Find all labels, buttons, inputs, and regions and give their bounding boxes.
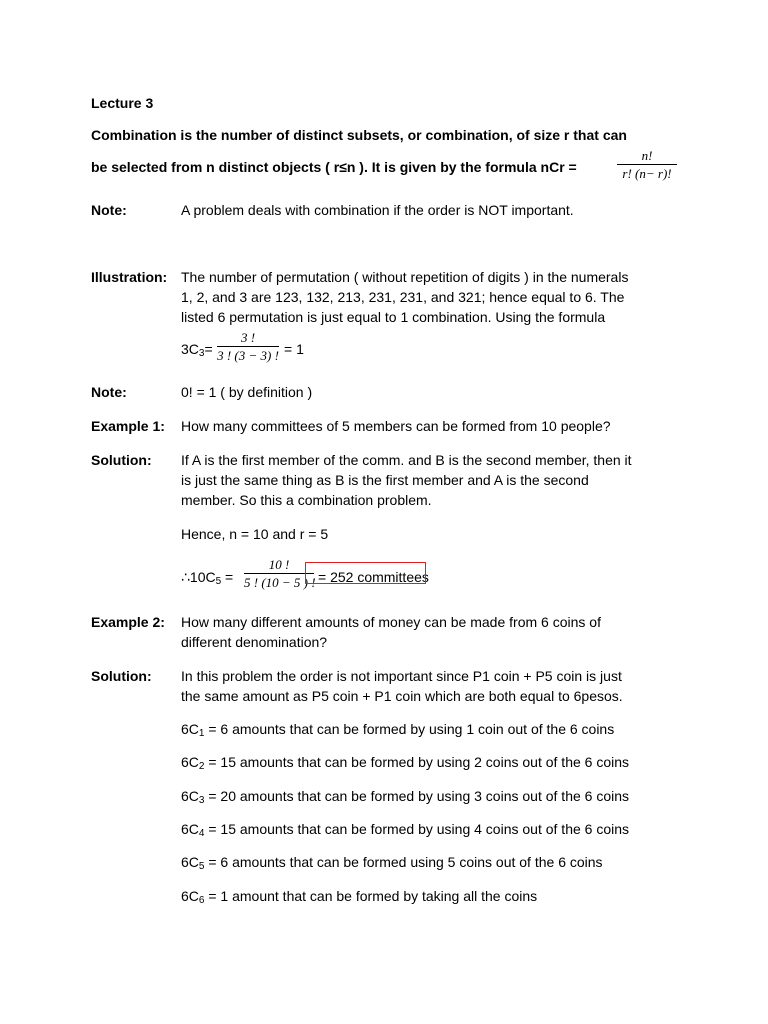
definition-line-2: be selected from n distinct objects ( r≤n ). It is given by the formula nCr =: [91, 159, 577, 175]
note-text: 0! = 1 ( by definition ): [181, 384, 313, 400]
example-1-label: Example 1:: [91, 418, 165, 434]
note-label: Note:: [91, 384, 127, 400]
illustration-denominator: 3 ! (3 − 3) !: [217, 348, 279, 363]
solution-1-paragraph: [181, 450, 632, 510]
illustration-paragraph: [181, 267, 628, 327]
question-line: How many different amounts of money can be made from 6 coins of: [181, 614, 601, 630]
question-line: different denomination?: [181, 634, 328, 650]
solution-2-label: Solution:: [91, 668, 152, 684]
note-label: Note:: [91, 202, 127, 218]
illustration-numerator: 3 !: [240, 330, 256, 345]
example-1-question: How many committees of 5 members can be formed from 10 people?: [181, 418, 611, 434]
subscript: 1: [198, 728, 205, 739]
solution-1-formula-fraction: [244, 557, 314, 591]
definition-line-1: Combination is the number of distinct subsets, or combination, of size r that can: [91, 127, 627, 143]
illustration-line: listed 6 permutation is just equal to 1 combination. Using the formula: [181, 309, 606, 325]
illustration-label: Illustration:: [91, 269, 168, 285]
example-2-question: [181, 612, 601, 652]
solution-1-label: Solution:: [91, 452, 152, 468]
solution-line: In this problem the order is not important since P1 coin + P5 coin is just: [181, 668, 622, 684]
combination-item: $6C_6 = 1$ amount that can be formed by taking all the coins: [181, 888, 538, 906]
example-2-label: Example 2:: [91, 614, 165, 630]
solution-1-numerator: 10 !: [268, 557, 290, 572]
subscript: 3: [198, 795, 205, 806]
solution-1-denominator: 5 ! (10 − 5 ) !: [244, 575, 316, 590]
illustration-line: 1, 2, and 3 are 123, 132, 213, 231, 231, and 321; hence equal to 6. The: [181, 289, 625, 305]
note-text: A problem deals with combination if the order is NOT important.: [181, 202, 574, 218]
solution-line: is just the same thing as B is the first member and A is the second: [181, 472, 589, 488]
subscript: 5: [198, 861, 205, 872]
subscript: 5: [215, 576, 222, 587]
combination-item: $6C_4 = 15$ amounts that can be formed by using 4 coins out of the 6 coins: [181, 821, 630, 839]
solution-line: member. So this a combination problem.: [181, 492, 432, 508]
ncr-denominator: r! (n− r)!: [622, 166, 672, 181]
combination-item: $6C_5 = 6$ amounts that can be formed using 5 coins out of the 6 coins: [181, 854, 603, 872]
solution-2-paragraph: [181, 666, 623, 706]
solution-line: the same amount as P5 coin + P1 coin which are both equal to 6pesos.: [181, 688, 623, 704]
solution-line: If A is the first member of the comm. and B is the second member, then it: [181, 452, 632, 468]
illustration-formula-fraction: [217, 330, 279, 364]
subscript: 4: [198, 828, 205, 839]
hence-statement: Hence, n = 10 and r = 5: [181, 526, 329, 542]
combination-item: $6C_2 = 15$ amounts that can be formed by using 2 coins out of the 6 coins: [181, 754, 630, 772]
lecture-title: Lecture 3: [91, 95, 154, 111]
solution-1-result: = 252 committees: [318, 569, 429, 585]
illustration-formula-result: = 1: [284, 341, 304, 357]
illustration-line: The number of permutation ( without repetition of digits ) in the numerals: [181, 269, 629, 285]
solution-1-formula-prefix: $\therefore 10C_5$ =: [181, 569, 234, 587]
combination-item: $6C_3 = 20$ amounts that can be formed by using 3 coins out of the 6 coins: [181, 788, 630, 806]
ncr-formula-fraction: [617, 148, 677, 182]
subscript: 6: [198, 895, 205, 906]
subscript: 2: [198, 761, 205, 772]
illustration-formula-prefix: $3C_3=$: [181, 341, 213, 359]
ncr-numerator: n!: [641, 148, 653, 163]
combination-item: $6C_1 = 6$ amounts that can be formed by using 1 coin out of the 6 coins: [181, 721, 615, 739]
highlight-box: [305, 562, 426, 584]
subscript: 3: [198, 348, 205, 359]
